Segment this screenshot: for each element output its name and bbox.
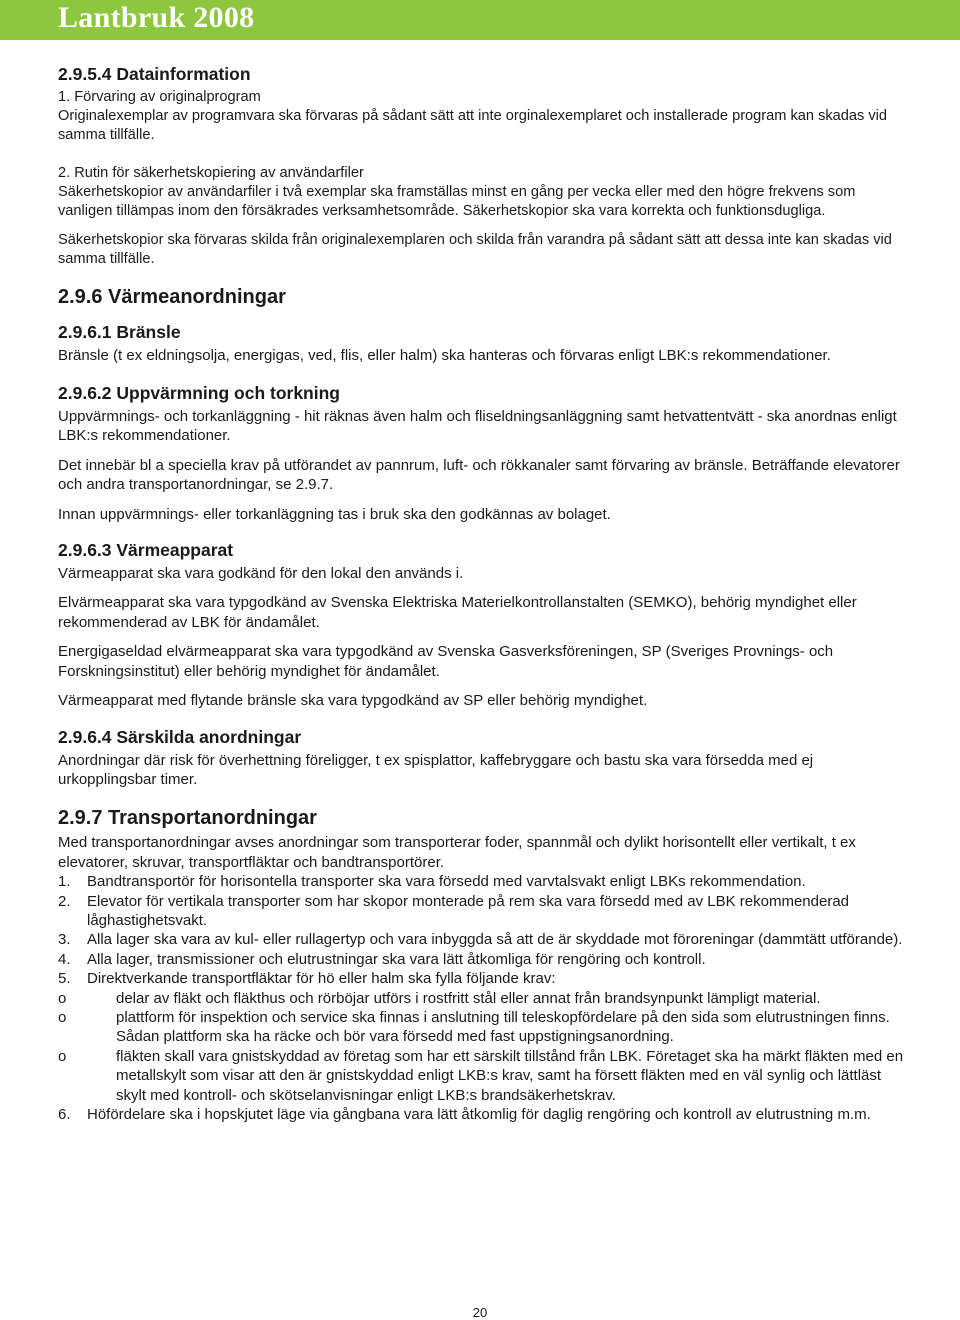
sub-list-item: [58, 1008, 906, 1047]
sub-list-item: [58, 989, 906, 1008]
sub-list-text: delar av fläkt och fläkthus och rörböjar utförs i rostfritt stål eller annat från brandsynpunkt lämpligt material.: [116, 989, 821, 1007]
item2-title: 2. Rutin för säkerhetskopiering av användarfiler: [58, 164, 364, 181]
list-number: 3.: [58, 931, 71, 949]
sub-list-item: [58, 1047, 906, 1105]
page-content: [58, 62, 906, 1124]
list-number: 4.: [58, 950, 71, 968]
item1-text: Originalexemplar av programvara ska förvaras på sådant sätt att inte orginalexemplaret och installerade program kan skadas vid samma tillfälle.: [58, 108, 888, 144]
paragraph: Anordningar där risk för överhettning föreligger, t ex spisplattor, kaffebryggare och bastu ska vara försedda med ej urkopplingsbar timer.: [58, 751, 814, 788]
list-text: Direktverkande transportfläktar för hö eller halm ska fylla följande krav:: [87, 970, 556, 988]
section-heading-2954: 2.9.5.4 Datainformation: [58, 64, 251, 84]
list-number: 5.: [58, 970, 71, 988]
section-heading-2961: 2.9.6.1 Bränsle: [58, 321, 181, 342]
item1-title: 1. Förvaring av originalprogram: [58, 89, 261, 105]
section-heading-297: 2.9.7 Transportanordningar: [58, 807, 317, 830]
paragraph: Värmeapparat med flytande bränsle ska vara typgodkänd av SP eller behörig myndighet.: [58, 692, 648, 710]
paragraph: Med transportanordningar avses anordningar som transporterar foder, spannmål och dylikt horisontellt eller vertikalt, t ex elevatorer, skruvar, transportfläktar och bandtransportörer.: [58, 834, 856, 871]
paragraph: Energigaseldad elvärmeapparat ska vara typgodkänd av Svenska Gasverksföreningen, SP (Sveriges Provnings- och Forskningsinstitut) eller behörig myndighet för ändamålet.: [58, 643, 834, 680]
bullet-marker: o: [58, 1008, 67, 1026]
paragraph: Bränsle (t ex eldningsolja, energigas, ved, flis, eller halm) ska hanteras och förvaras enligt LBK:s rekommendationer.: [58, 346, 831, 364]
item2-text-2: Säkerhetskopior ska förvaras skilda från originalexemplaren och skilda från varandra på sådant sätt att dessa inte kan skadas vid samma tillfälle.: [58, 232, 892, 268]
list-text: Elevator för vertikala transporter som har skopor monterade på rem ska vara försedd med av LBK rekommenderad låghastighetsvakt.: [87, 892, 850, 929]
list-number: 1.: [58, 873, 71, 891]
list-text: Alla lager ska vara av kul- eller rullagertyp och vara inbyggda så att de är skyddade mot föroreningar (dammtätt utförande).: [87, 931, 903, 949]
list-item: [58, 872, 906, 891]
bullet-marker: o: [58, 989, 67, 1007]
list-number: 2.: [58, 892, 71, 910]
paragraph: Det innebär bl a speciella krav på utförandet av pannrum, luft- och rökkanaler samt förvaring av bränsle. Beträffande elevatorer och andra transportanordningar, se 2.9.7.: [58, 456, 900, 494]
list-text: Höfördelare ska i hopskjutet läge via gångbana vara lätt åtkomlig för daglig rengöring och kontroll av elutrustning m.m.: [87, 1106, 871, 1123]
list-item: [58, 892, 906, 931]
list-item: [58, 950, 906, 969]
header-banner: [0, 0, 960, 40]
list-item: [58, 930, 906, 949]
section-heading-2962: 2.9.6.2 Uppvärmning och torkning: [58, 383, 340, 404]
paragraph: Värmeapparat ska vara godkänd för den lokal den används i.: [58, 565, 464, 583]
section-heading-296: 2.9.6 Värmeanordningar: [58, 285, 286, 308]
sub-list-text: fläkten skall vara gnistskyddad av företag som har ett särskilt tillstånd från LBK. Företaget ska ha märkt fläkten med en metallskylt som visar att den är gnistskyddad enligt LKB:s krav, samt ha försett fläkten med en väl synlig och lättläst skylt med kontroll- och skötselanvisningar enligt LKB:s brandsäkerhetskrav.: [116, 1047, 904, 1104]
list-item: [58, 969, 906, 988]
page-number: 20: [472, 1305, 488, 1320]
item2-text: Säkerhetskopior av användarfiler i två exemplar ska framställas minst en gång per vecka eller med den högre frekvens som vanligen tillämpas inom den försäkrades verksamhetsområde. Säkerhetskopior ska vara korrekta och funktionsdugliga.: [58, 183, 856, 220]
paragraph: Innan uppvärmnings- eller torkanläggning tas i bruk ska den godkännas av bolaget.: [58, 505, 611, 523]
list-number: 6.: [58, 1106, 71, 1123]
list-item: [58, 1105, 906, 1124]
document-title: Lantbruk 2008: [58, 1, 255, 34]
paragraph: Elvärmeapparat ska vara typgodkänd av Svenska Elektriska Materielkontrollanstalten (SEMKO), behörig myndighet eller rekommenderad av LBK för ändamålet.: [58, 594, 857, 631]
paragraph: Uppvärmnings- och torkanläggning - hit räknas även halm och fliseldningsanläggning samt hetvattentvätt - ska anordnas enligt LBK:s rekommendationer.: [58, 408, 897, 445]
section-heading-2963: 2.9.6.3 Värmeapparat: [58, 540, 234, 561]
bullet-marker: o: [58, 1047, 67, 1065]
list-text: Alla lager, transmissioner och elutrustningar ska vara lätt åtkomliga för rengöring och kontroll.: [87, 950, 706, 968]
section-heading-2964: 2.9.6.4 Särskilda anordningar: [58, 726, 302, 747]
list-text: Bandtransportör för horisontella transporter ska vara försedd med varvtalsvakt enligt LBKs rekommendation.: [87, 873, 806, 891]
sub-list-text: plattform för inspektion och service ska finnas i anslutning till teleskopfördelare på den sida som elutrustningen finns. Sådan plattform ska ha räcke och bör vara försedd med fast uppstigningsanordning.: [116, 1008, 890, 1046]
